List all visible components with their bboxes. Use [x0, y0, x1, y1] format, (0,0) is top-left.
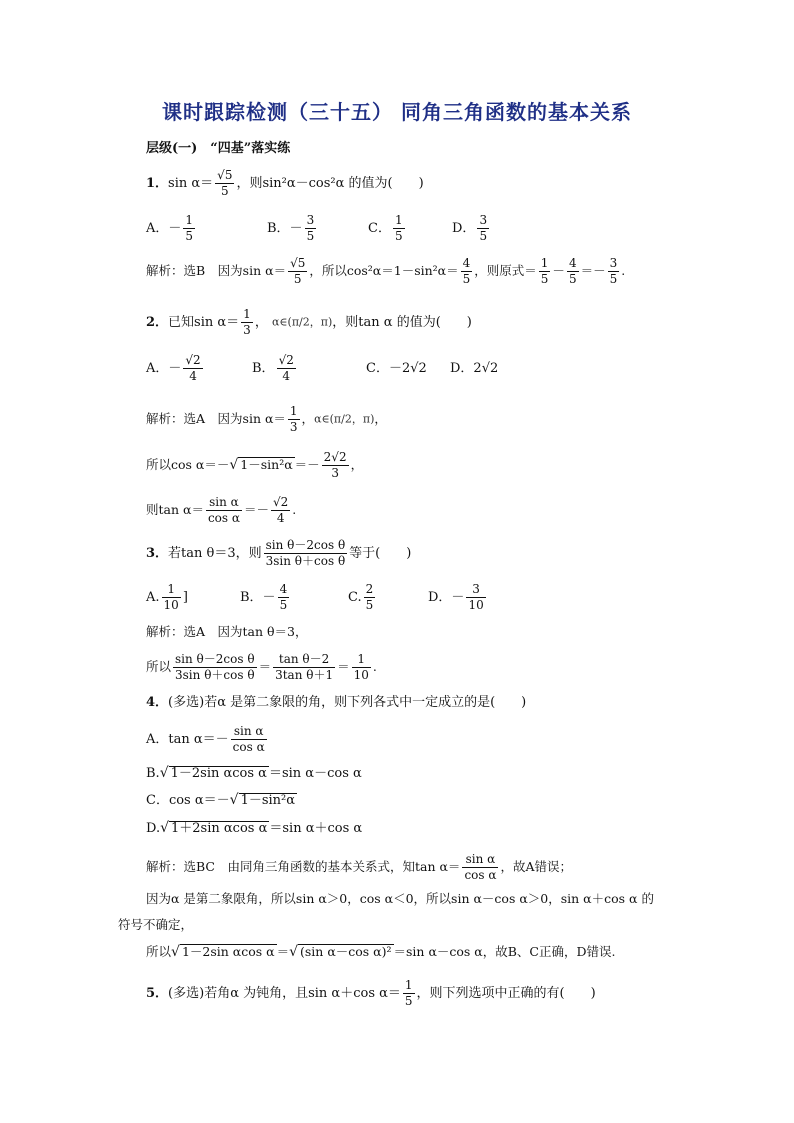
denominator: 5 [462, 272, 471, 286]
numerator: sin α [206, 495, 242, 511]
question-3 [146, 538, 411, 569]
question-4 [146, 694, 526, 712]
sol-text: . [621, 263, 626, 278]
q2-solution-line-2: 所以cos α＝－√ 1－sin²α ＝－ $\frac{2√2}{3}$ ， [146, 450, 364, 480]
q2-solution-line-3 [146, 495, 296, 526]
sol-text: ＝ [276, 944, 290, 959]
fraction [264, 538, 348, 569]
fraction [466, 582, 485, 613]
denominator: 5 [479, 229, 488, 243]
sol-text: ， [374, 411, 387, 426]
denominator: 5 [185, 229, 194, 243]
denominator: 5 [306, 229, 315, 243]
sol-text: ，故A错误； [500, 859, 572, 874]
q4-text: (多选)若α 是第二象限的角，则下列各式中一定成立的是( ) [168, 695, 527, 710]
sol-text: ＝－ [580, 263, 606, 278]
denominator: 3 [289, 420, 298, 434]
interval-set: α∈(π/2，π) [314, 412, 375, 426]
option-label: A. [146, 590, 160, 605]
denominator: 5 [609, 272, 618, 286]
fraction [608, 256, 620, 287]
sol-text: 所以 [146, 659, 172, 674]
fraction [273, 652, 335, 683]
fraction [231, 724, 267, 755]
numerator: 3 [479, 213, 488, 227]
q1-option-c [368, 213, 407, 244]
q1-solution [146, 256, 625, 287]
sol-text: ＝ [258, 659, 272, 674]
q4-option-a [146, 724, 269, 755]
denominator: 5 [404, 994, 413, 1008]
numerator: 2√2 [323, 450, 347, 464]
denominator: 10 [468, 598, 484, 612]
q1-prefix: sin α＝ [168, 176, 214, 191]
q3-option-d [428, 582, 488, 613]
q4-solution-line-2: 因为α 是第二象限角，所以sin α＞0，cos α＜0，所以sin α－cos α＞0，sin α＋cos α 的 [146, 891, 654, 906]
q1-option-d [452, 213, 491, 244]
q1-option-b [267, 213, 318, 244]
denominator: cos α [207, 511, 240, 525]
denominator: 3 [331, 466, 339, 480]
option-label: A．－ [146, 361, 182, 376]
numerator: 3 [306, 213, 315, 227]
numerator: √2 [278, 353, 294, 367]
sol-text: 所以cos α＝－ [146, 457, 230, 472]
sqrt-expression: 1－sin²α [240, 793, 296, 808]
denominator: 3sin θ＋cos θ [175, 668, 255, 682]
fraction [173, 652, 257, 683]
numerator: 1 [404, 978, 413, 992]
fraction [352, 652, 371, 683]
numerator: √2 [185, 353, 201, 367]
q3-solution-line-2 [146, 652, 377, 683]
q4-solution-line-1 [146, 852, 572, 883]
q2-option-d: D．2√2 [450, 361, 499, 376]
q1-suffix: ，则sin²α－cos²α 的值为( ) [236, 176, 424, 191]
denominator: 5 [279, 598, 288, 612]
fraction [206, 495, 242, 526]
option-label: B. [146, 766, 160, 781]
numerator: sin α [462, 852, 498, 868]
q2-solution-line-1: 解析：选A 因为sin α＝ $\frac{1}{3}$ ，α∈(π/2，π)， [146, 404, 387, 434]
sol-text: . [372, 659, 377, 674]
option-rest: ＝sin α＋cos α [269, 821, 363, 836]
numerator: 2 [365, 582, 374, 596]
numerator: 3 [609, 256, 618, 270]
sol-text: 则tan α＝ [146, 502, 204, 517]
numerator: 4 [462, 256, 471, 270]
numerator: √5 [217, 168, 233, 182]
sol-text: － [552, 263, 565, 278]
fraction [322, 450, 349, 481]
question-1 [146, 168, 424, 199]
q4-option-b: B.√ 1－2sin αcos α ＝sin α－cos α [146, 765, 362, 781]
fraction [183, 213, 195, 244]
interval-set: α∈(π/2，π) [271, 315, 333, 329]
numerator: 4 [568, 256, 577, 270]
numerator: 1 [352, 652, 371, 668]
fraction [567, 256, 579, 287]
question-number: 5． [146, 986, 169, 1001]
q2-option-c: C．－2√2 [366, 361, 427, 376]
fraction [215, 168, 234, 199]
denominator: 3sin θ＋cos θ [265, 554, 346, 568]
option-extra: ] [182, 590, 188, 605]
denominator: 5 [365, 598, 374, 612]
option-label: D．－ [428, 590, 465, 605]
sol-text: ，则原式＝ [474, 263, 537, 278]
fraction [271, 495, 290, 526]
q4-option-c: C．cos α＝－√ 1－sin²α [146, 792, 296, 808]
numerator: 1 [289, 404, 298, 418]
q4-solution-line-3: 符号不确定， [118, 917, 194, 932]
option-rest: ＝sin α－cos α [268, 766, 362, 781]
option-label: A．－ [146, 221, 182, 236]
q3-option-b [240, 582, 291, 613]
fraction [462, 852, 498, 883]
denominator: 5 [220, 184, 229, 198]
question-2 [146, 307, 472, 338]
fraction [305, 213, 317, 244]
denominator: cos α [464, 868, 497, 882]
option-label: B．－ [267, 221, 303, 236]
q1-option-a [146, 213, 197, 244]
denominator: 4 [189, 369, 197, 383]
denominator: 3 [243, 323, 251, 337]
q2-option-a [146, 353, 205, 384]
numerator: sin α [231, 724, 267, 740]
fraction [403, 978, 415, 1009]
fraction [477, 213, 489, 244]
option-label: C. [348, 590, 362, 605]
numerator: √2 [273, 495, 289, 509]
sol-text: 所以 [146, 944, 172, 959]
q2-comma: ， [254, 315, 268, 330]
denominator: 10 [353, 668, 369, 682]
fraction [183, 353, 202, 384]
fraction [461, 256, 473, 287]
question-number: 1． [146, 176, 169, 191]
fraction [162, 582, 181, 613]
question-5 [146, 978, 596, 1009]
question-number: 3． [146, 546, 169, 561]
denominator: 5 [568, 272, 577, 286]
numerator: 4 [279, 582, 288, 596]
numerator: 1 [243, 307, 251, 321]
q2-prefix: 已知sin α＝ [168, 315, 240, 330]
sol-text: ， [350, 457, 364, 472]
numerator: 1 [540, 256, 549, 270]
fraction [288, 256, 307, 287]
denominator: 5 [540, 272, 549, 286]
sqrt-expression: 1－sin²α [240, 457, 293, 472]
q2-suffix: ，则tan α 的值为( ) [332, 315, 472, 330]
option-label: C． [368, 221, 391, 236]
fraction [288, 404, 300, 435]
sqrt-expression: 1＋2sin αcos α [171, 821, 268, 836]
option-label: D． [452, 221, 476, 236]
denominator: cos α [232, 740, 265, 754]
question-number: 4． [146, 695, 169, 710]
numerator: sin θ－2cos θ [265, 538, 346, 552]
question-number: 2． [146, 315, 169, 330]
page-title: 课时跟踪检测（三十五） 同角三角函数的基本关系 [162, 100, 632, 124]
q2-option-b [252, 353, 298, 384]
numerator: 3 [466, 582, 485, 598]
numerator: sin θ－2cos θ [175, 652, 255, 666]
denominator: 5 [293, 272, 302, 286]
sol-text: 解析：选B 因为sin α＝ [146, 263, 287, 278]
sol-text: ＝－ [243, 502, 269, 517]
sqrt-expression: 1－2sin αcos α [181, 944, 275, 959]
sol-text: ＝ [337, 659, 350, 674]
fraction [364, 582, 376, 613]
fraction [277, 353, 296, 384]
q3-solution-line-1: 解析：选A 因为tan θ＝3， [146, 624, 308, 639]
sol-text: . [292, 502, 297, 517]
fraction [539, 256, 551, 287]
denominator: 4 [276, 511, 285, 525]
denominator: 10 [163, 598, 179, 612]
fraction [393, 213, 405, 244]
sol-text: ，所以cos²α＝1－sin²α＝ [309, 263, 459, 278]
option-label: C．cos α＝－ [146, 793, 230, 808]
q3-option-c [348, 582, 377, 613]
q3-option-a [146, 582, 188, 613]
denominator: 3tan θ＋1 [275, 668, 334, 682]
q3-prefix: 若tan θ＝3，则 [168, 546, 262, 561]
numerator: 1 [162, 582, 181, 598]
numerator: 1 [394, 213, 403, 227]
sol-text: 解析：选BC 由同角三角函数的基本关系式，知tan α＝ [146, 859, 461, 874]
fraction [278, 582, 290, 613]
q4-solution-line-4: 所以√ 1－2sin αcos α ＝√ (sin α－cos α)² ＝sin α－cos α，故B、C正确，D错误. [146, 944, 616, 960]
sol-text: ＝sin α－cos α，故B、C正确，D错误. [393, 944, 616, 959]
numerator: tan θ－2 [273, 652, 335, 668]
option-label: B．－ [240, 590, 276, 605]
denominator: 4 [282, 369, 291, 383]
q5-suffix: ，则下列选项中正确的有( ) [416, 986, 596, 1001]
sqrt-expression: 1－2sin αcos α [170, 766, 267, 781]
sqrt-expression: (sin α－cos α)² [300, 944, 392, 959]
sol-text: ＝－ [294, 457, 320, 472]
q3-suffix: 等于( ) [349, 546, 412, 561]
q5-prefix: (多选)若角α 为钝角，且sin α＋cos α＝ [168, 986, 401, 1001]
option-label: D. [146, 821, 161, 836]
numerator: √5 [290, 256, 306, 270]
q4-option-d: D.√ 1＋2sin αcos α ＝sin α＋cos α [146, 820, 363, 836]
section-heading: 层级(一) “四基”落实练 [146, 141, 291, 156]
sol-text: 解析：选A 因为sin α＝ [146, 411, 286, 426]
denominator: 5 [394, 229, 403, 243]
numerator: 1 [185, 213, 194, 227]
fraction [241, 307, 253, 338]
option-label: B． [252, 361, 275, 376]
option-label: A．tan α＝－ [146, 732, 229, 747]
